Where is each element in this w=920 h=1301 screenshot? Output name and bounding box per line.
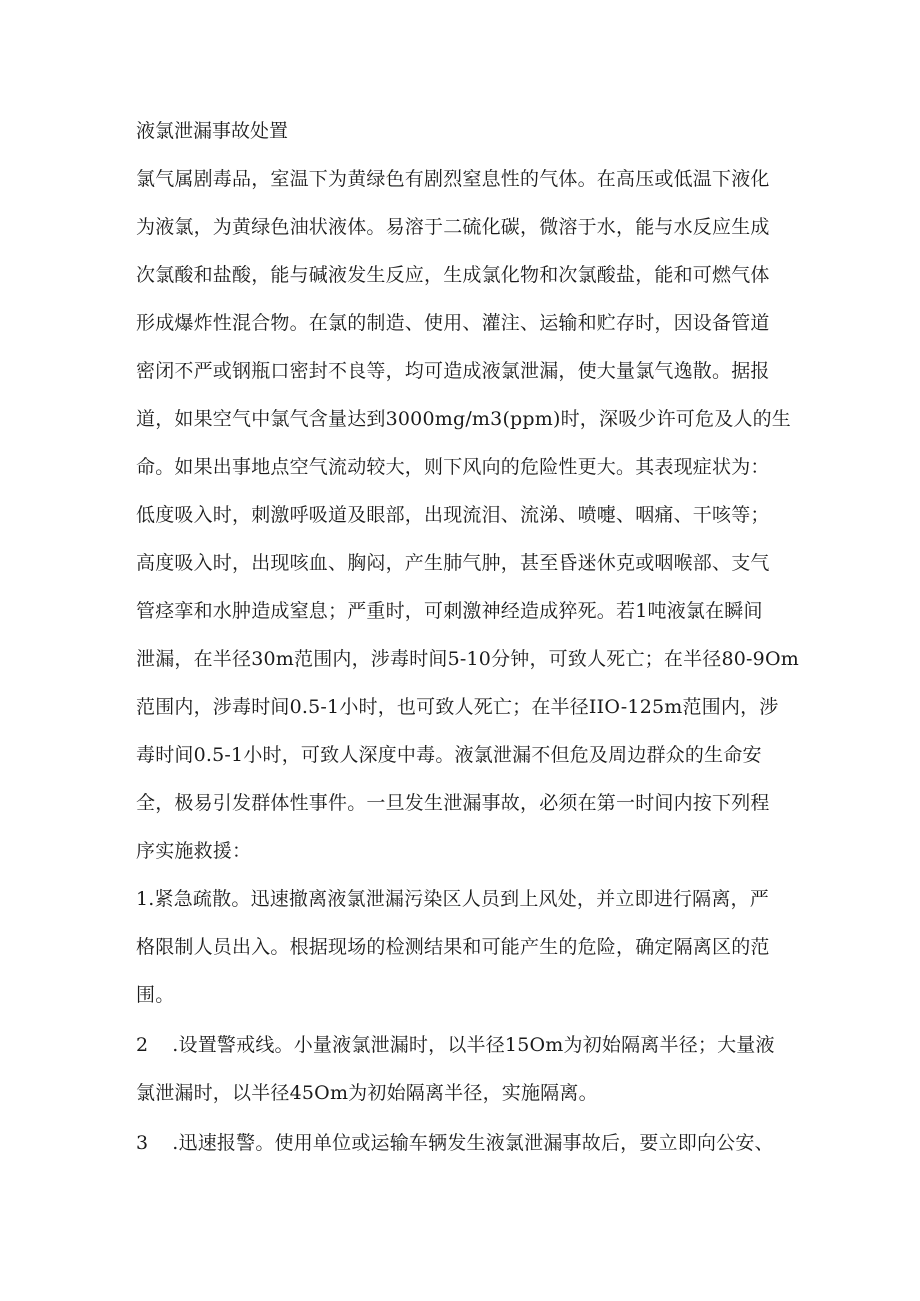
list-item-1-line: 格限制人员出入。根据现场的检测结果和可能产生的危险，确定隔离区的范	[136, 936, 770, 958]
paragraph-line: 高度吸入时，出现咳血、胸闷，产生肺气肿，甚至昏迷休克或咽喉部、支气	[136, 552, 770, 574]
list-item-3-number: 3	[136, 1132, 149, 1154]
list-item-2-line: 氯泄漏时，以半径45Om为初始隔离半径，实施隔离。	[136, 1082, 598, 1104]
list-item-2-text: .设置警戒线。小量液氯泄漏时，以半径15Om为初始隔离半径；大量液	[172, 1034, 775, 1056]
paragraph-line: 氯气属剧毒品，室温下为黄绿色有剧烈窒息性的气体。在高压或低温下液化	[136, 168, 770, 190]
paragraph-line: 次氯酸和盐酸，能与碱液发生反应，生成氯化物和次氯酸盐，能和可燃气体	[136, 264, 770, 286]
paragraph-line: 泄漏，在半径30m范围内，涉毒时间5-10分钟，可致人死亡；在半径80-9Om	[136, 648, 799, 670]
list-item-2-line	[136, 1030, 775, 1060]
list-item-3-line	[136, 1128, 774, 1158]
paragraph-line: 密闭不严或钢瓶口密封不良等，均可造成液氯泄漏，使大量氯气逸散。据报	[136, 360, 770, 382]
paragraph-line: 管痉挛和水肿造成窒息；严重时，可刺激神经造成猝死。若1吨液氯在瞬间	[136, 600, 763, 622]
paragraph-line: 范围内，涉毒时间0.5-1小时，也可致人死亡；在半径IIO-125m范围内，涉	[136, 696, 779, 718]
paragraph-line: 毒时间0.5-1小时，可致人深度中毒。液氯泄漏不但危及周边群众的生命安	[136, 744, 762, 766]
list-item-2-number: 2	[136, 1034, 149, 1056]
paragraph-line: 为液氯，为黄绿色油状液体。易溶于二硫化碳，微溶于水，能与水反应生成	[136, 216, 770, 238]
paragraph-line: 序实施救援：	[136, 840, 252, 862]
paragraph-line: 低度吸入时，刺激呼吸道及眼部，出现流泪、流涕、喷嚏、咽痛、干咳等；	[136, 504, 770, 526]
document-title: 液氯泄漏事故处置	[136, 120, 289, 142]
list-item-1-line: 1.紧急疏散。迅速撤离液氯泄漏污染区人员到上风处，并立即进行隔离，严	[136, 888, 769, 910]
paragraph-line: 全，极易引发群体性事件。一旦发生泄漏事故，必须在第一时间内按下列程	[136, 792, 770, 814]
paragraph-line: 道，如果空气中氯气含量达到3000mg∕m3(ppm)时，深吸少许可危及人的生	[136, 408, 792, 430]
list-item-1-line: 围。	[136, 984, 175, 1006]
paragraph-line: 形成爆炸性混合物。在氯的制造、使用、灌注、运输和贮存时，因设备管道	[136, 312, 770, 334]
list-item-3-text: .迅速报警。使用单位或运输车辆发生液氯泄漏事故后，要立即向公安、	[172, 1132, 774, 1154]
paragraph-line: 命。如果出事地点空气流动较大，则下风向的危险性更大。其表现症状为：	[136, 456, 770, 478]
